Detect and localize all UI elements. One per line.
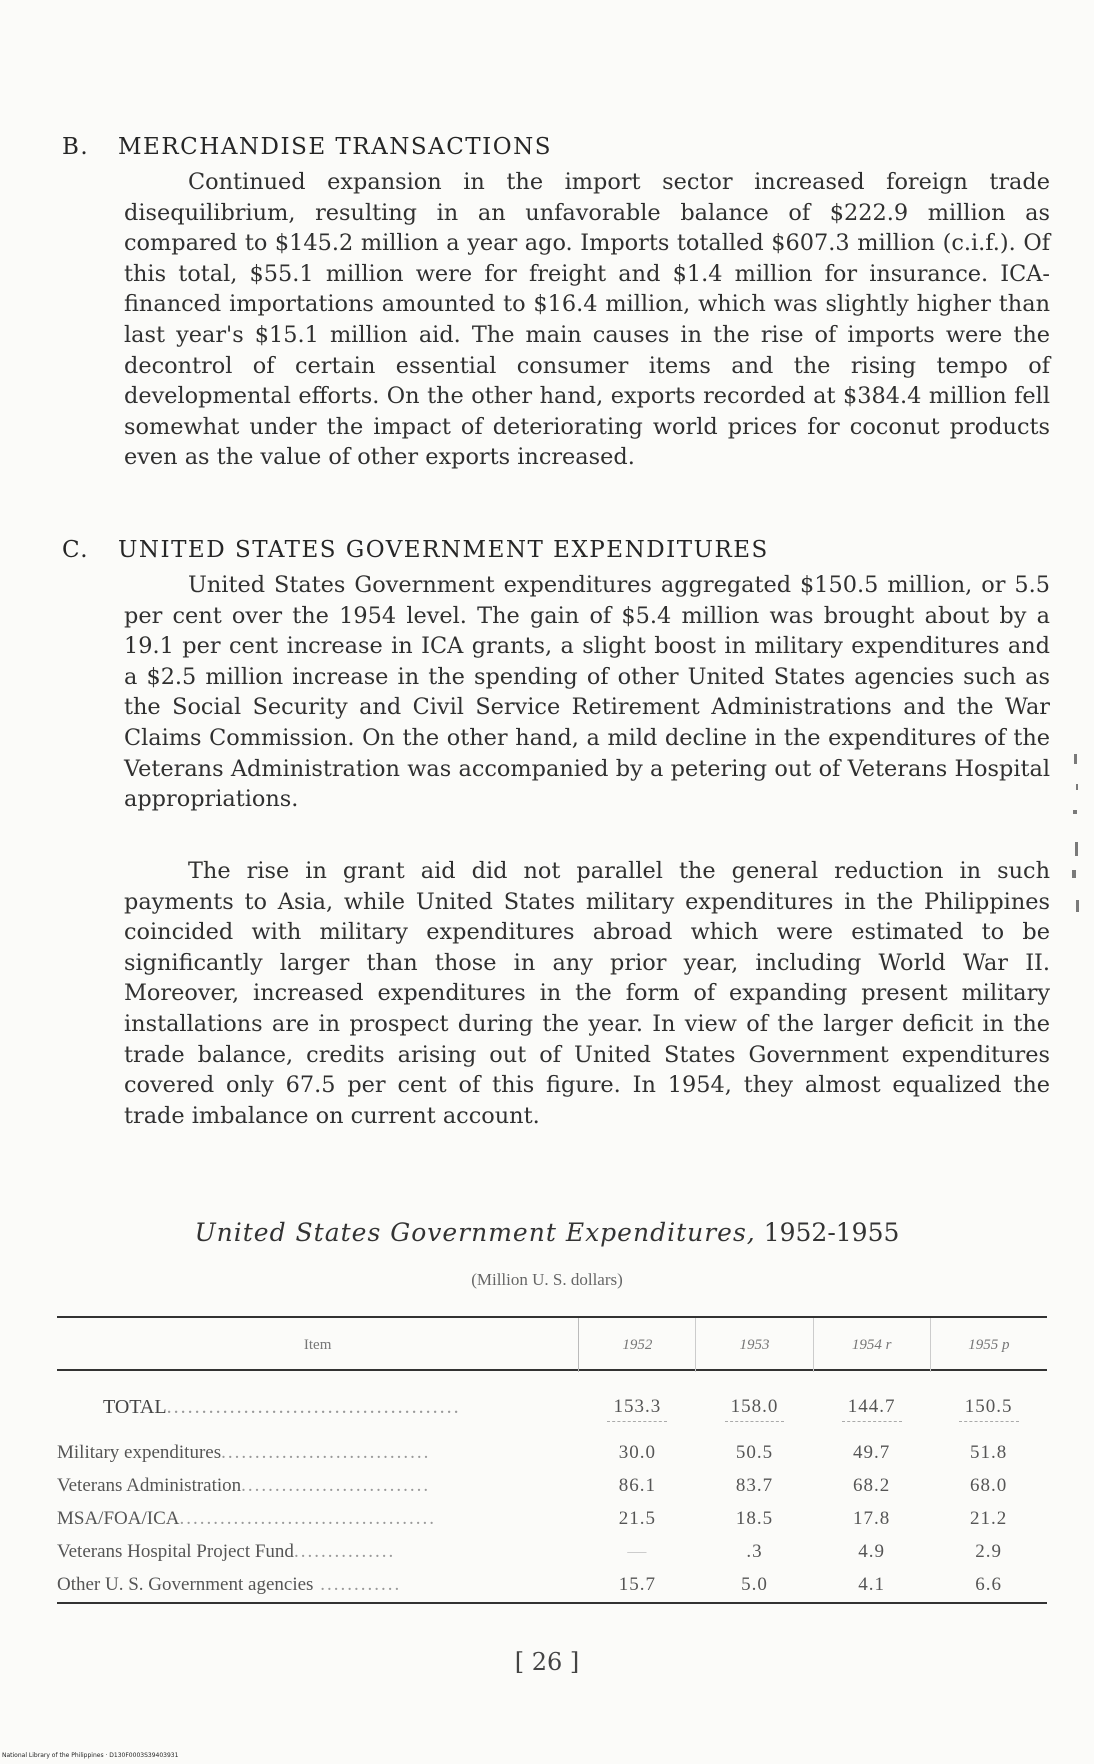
cell-1953: 5.0 — [741, 1573, 768, 1595]
cell-1953: 83.7 — [735, 1474, 774, 1496]
table-row — [57, 1469, 1047, 1502]
row-label: Military expenditures............................... — [57, 1441, 431, 1463]
header-1952: 1952 — [579, 1318, 696, 1372]
cell-1954: 4.9 — [858, 1540, 886, 1562]
page-number: [ 26 ] — [514, 1648, 580, 1676]
cell-1955: 51.8 — [970, 1441, 1008, 1463]
row-label: Veterans Administration............................ — [57, 1474, 431, 1496]
cell-1955: 6.6 — [975, 1573, 1002, 1595]
section-b-letter: B. — [62, 134, 90, 160]
cell-1954: 68.2 — [853, 1474, 891, 1496]
section-c-title: UNITED STATES GOVERNMENT EXPENDITURES — [118, 537, 769, 563]
section-c-paragraph-1: United States Government expenditures aggregated $150.5 million, or 5.5 per cent over the 1954 level. The gain of $5.4 million was brought about by a 19.1 per cent increase in ICA grants, a slight boost in military expenditures and a $2.5 million increase in the spending of other United States agencies such as the Social Security and Civil Service Retirement Administrations and the War Claims Commission. On the other hand, a mild decline in the expenditures of the Veterans Administration was accompanied by a petering out of Veterans Hospital appropriations. — [124, 572, 1050, 813]
row-label: Veterans Hospital Project Fund............... — [57, 1540, 396, 1562]
header-1955: 1955 p — [968, 1336, 1010, 1353]
cell-1954: 4.1 — [858, 1573, 886, 1595]
cell-1952: 153.3 — [579, 1372, 696, 1436]
cell-1955: 2.9 — [975, 1540, 1002, 1562]
cell-1952: 30.0 — [618, 1441, 656, 1463]
cell-1955: 68.0 — [970, 1474, 1008, 1496]
section-c-letter: C. — [62, 537, 90, 563]
table-title — [0, 1218, 1094, 1247]
expenditures-table — [57, 1318, 1047, 1601]
table-title-text: United States Government Expenditures, — [194, 1218, 756, 1247]
section-c-heading — [62, 537, 769, 563]
table-row — [57, 1535, 1047, 1568]
header-1954: 1954 r — [813, 1318, 930, 1372]
cell-1952: 86.1 — [618, 1474, 656, 1496]
cell-1954: 144.7 — [813, 1372, 930, 1436]
row-label: Other U. S. Government agencies ............ — [57, 1573, 402, 1595]
cell-1955: 150.5 — [930, 1372, 1047, 1436]
cell-1953: .3 — [746, 1540, 763, 1562]
header-1953: 1953 — [696, 1318, 813, 1372]
cell-1953: 158.0 — [696, 1372, 813, 1436]
section-b-title: MERCHANDISE TRANSACTIONS — [118, 134, 552, 160]
table-row — [57, 1568, 1047, 1601]
row-label: TOTAL.......................................... — [103, 1395, 461, 1418]
table-title-years: 1952-1955 — [763, 1218, 900, 1247]
cell-1952: 15.7 — [618, 1573, 656, 1595]
table-subtitle: (Million U. S. dollars) — [471, 1270, 623, 1289]
cell-1953: 50.5 — [735, 1441, 774, 1463]
cell-1954: 49.7 — [853, 1441, 891, 1463]
cell-1954: 17.8 — [853, 1507, 891, 1529]
table-row — [57, 1502, 1047, 1535]
cell-1952: — — [627, 1540, 648, 1562]
row-label: MSA/FOA/ICA...................................... — [57, 1507, 436, 1529]
table-header-row — [57, 1318, 1047, 1372]
section-c-paragraph-2: The rise in grant aid did not parallel the general reduction in such payments to Asia, while United States military expenditures in the Philippines coincided with military expenditures abroad which were estimated to be significantly larger than those in any prior year, including World War II. Moreover, increased expenditures in the form of expanding present military installations are in prospect during the year. In view of the larger deficit in the trade balance, credits arising out of United States Government expenditures covered only 67.5 per cent of this figure. In 1954, they almost equalized the trade imbalance on current account. — [124, 858, 1050, 1129]
cell-1953: 18.5 — [735, 1507, 774, 1529]
table-row — [57, 1436, 1047, 1469]
section-b-paragraph: Continued expansion in the import sector increased foreign trade disequilibrium, resulting in an unfavorable balance of $222.9 million as compared to $145.2 million a year ago. Imports totalled $607.3 million (c.i.f.). Of this total, $55.1 million were for freight and $1.4 million for insurance. ICA-financed importations amounted to $16.4 million, which was slightly higher than last year's $15.1 million aid. The main causes in the rise of imports were the decontrol of certain essential consumer items and the rising tempo of developmental efforts. On the other hand, exports recorded at $384.4 million fell somewhat under the impact of deteriorating world prices for coconut products even as the value of other exports increased. — [124, 169, 1050, 471]
table-bottom-rule — [57, 1602, 1047, 1604]
footer-credit: National Library of the Philippines · D130F0003S39403931 — [2, 1752, 179, 1759]
cell-1952: 21.5 — [618, 1507, 656, 1529]
table-row-total — [57, 1372, 1047, 1436]
header-item: Item — [57, 1318, 579, 1372]
cell-1955: 21.2 — [970, 1507, 1008, 1529]
bleed-through-marks — [1070, 750, 1084, 950]
